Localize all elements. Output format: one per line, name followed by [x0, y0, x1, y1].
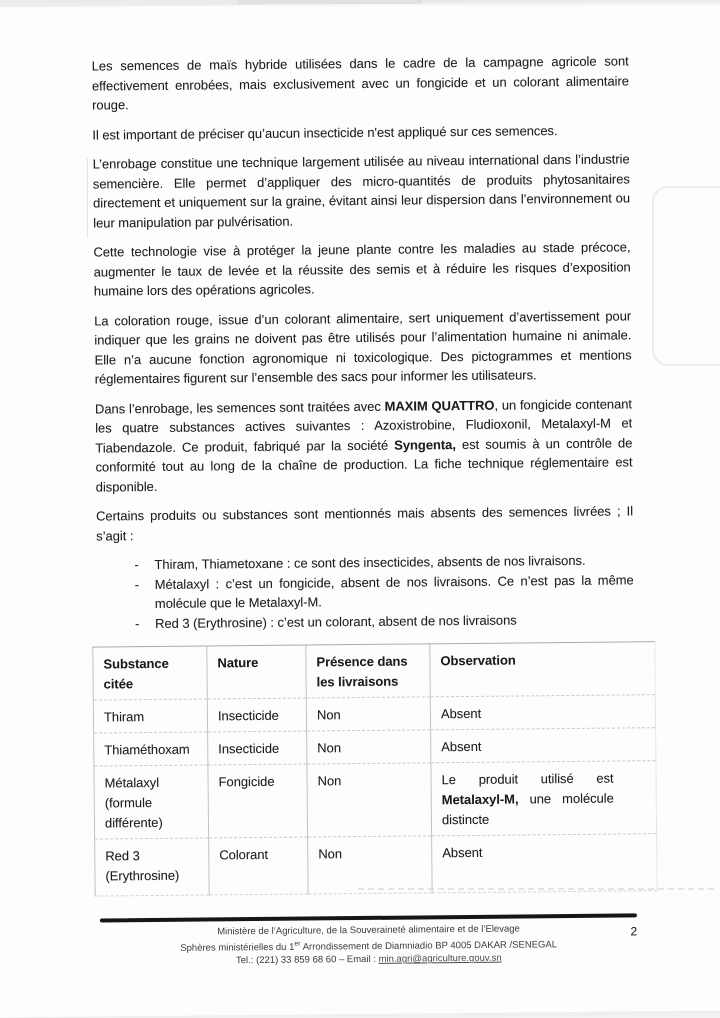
list-item-text: Thiram, Thiametoxane : ce sont des insecticides, absents de nos livraisons. — [154, 552, 586, 572]
paragraph-technology-goal: Cette technologie vise à protéger la jeune plante contre les maladies au stade précoce, augmenter le taux de levée et la réussite des semis et à réduire les risques d’exposition humaine lors des opérations agricoles. — [93, 239, 631, 299]
table-row — [94, 728, 656, 766]
observation-bold: Metalaxyl-M, — [441, 791, 519, 808]
paragraph-absent-substances: Certains produits ou substances sont mentionnés mais absents des semences livrées ; Il s’agit : — [95, 503, 634, 544]
cell-nature: Insecticide — [208, 731, 307, 765]
cell-substance: Thiaméthoxam — [94, 732, 208, 766]
cell-observation: Absent — [431, 728, 656, 763]
table-row — [93, 695, 655, 733]
footer-tel: Tel.: (221) 33 859 68 60 – Email : — [235, 954, 379, 967]
list-item-metalaxyl — [97, 570, 634, 614]
company-name-bold: Syngenta, — [394, 436, 456, 453]
cell-nature: Fongicide — [208, 764, 308, 838]
paragraph-seeds-coating: Les semences de maïs hybride utilisées dans le cadre de la campagne agricole sont effectivement enrobées, mais exclusivement avec un fongicide et un colorant alimentaire rouge. — [91, 53, 629, 113]
observation-text — [441, 769, 614, 831]
column-header-nature: Nature — [207, 645, 307, 699]
email-link[interactable]: min.agri@agriculture.gouv.sn — [378, 952, 502, 966]
document-body — [92, 51, 638, 968]
column-header-substance: Substance citée — [93, 646, 208, 700]
scan-smudge — [237, 0, 422, 4]
observation-text-2: une molécule distincte — [441, 790, 614, 828]
p6-text-2: , un fongicide contenant les quatre substances actives suivantes : Azoxistrobine, Fludioxonil, Metalaxyl-M et Tiabendazole. Ce produit, fabriqué par la société — [95, 395, 633, 456]
footer-address-2: Arrondissement de Diamniadio BP 4005 DAKAR /SENEGAL — [300, 939, 558, 953]
product-name-bold: MAXIM QUATTRO — [384, 397, 495, 414]
paragraph-maxim-quattro — [95, 394, 633, 497]
cell-observation — [431, 761, 657, 836]
cell-substance: Red 3 (Erythrosine) — [95, 838, 210, 896]
paragraph-coating-technique: L’enrobage constitue une technique largement utilisée au niveau international dans l’industrie semencière. Elle permet d’appliquer des micro-quantités de produits phytosanitaires directement et uniquement sur la graine, évitant ainsi leur dispersion dans l’environnement ou leur manipulation par pulvérisation. — [92, 151, 631, 231]
cell-nature: Colorant — [209, 837, 309, 895]
absent-substances-list — [96, 550, 634, 633]
table-header-row — [93, 642, 655, 700]
cell-nature: Insecticide — [207, 698, 306, 732]
list-item-text: Métalaxyl : c’est un fongicide, absent de nos livraisons. Ce n’est pas la même molécule que le Metalaxyl-M. — [154, 571, 634, 611]
footer-text — [100, 921, 637, 968]
list-item-red3 — [97, 609, 634, 634]
bullet-dash: - — [134, 615, 140, 631]
table-row — [95, 834, 658, 896]
table-row — [94, 761, 657, 839]
paragraph-red-coloring: La coloration rouge, issue d’un colorant alimentaire, sert uniquement d’avertissement pour indiquer que les grains ne doivent pas être utilisés pour l’alimentation humaine ni animale. Elle n’a aucune fonction agronomique ni toxicologique. Des pictogrammes et mentions réglementaires figurent sur l’ensemble des sacs pour informer les utilisateurs. — [94, 307, 632, 387]
bullet-dash: - — [134, 557, 139, 573]
cell-substance: Métalaxyl (formule différente) — [94, 765, 209, 839]
scan-noise-line — [358, 888, 714, 890]
paragraph-no-insecticide: Il est important de préciser qu’aucun insecticide n'est appliqué sur ces semences. — [92, 122, 558, 143]
footer-address-1: Sphères ministérielles du 1 — [180, 941, 295, 954]
cell-observation: Absent — [430, 695, 655, 730]
cell-substance: Thiram — [93, 699, 207, 733]
footer-address-sup: er — [294, 940, 301, 948]
cell-observation: Absent — [432, 834, 658, 893]
cell-presence: Non — [307, 763, 432, 837]
page-number: 2 — [630, 924, 638, 939]
scan-edge-mark — [87, 158, 88, 238]
page-footer — [100, 913, 637, 968]
cell-presence: Non — [307, 730, 431, 764]
cell-presence: Non — [306, 697, 430, 731]
cell-presence: Non — [308, 836, 433, 894]
p6-text-1: Dans l’enrobage, les semences sont traitées avec — [94, 398, 385, 417]
substances-table — [92, 641, 657, 896]
list-item-text: Red 3 (Erythrosine) : c’est un colorant, absent de nos livraisons — [154, 612, 517, 631]
p6-text-3: est soumis à un contrôle de conformité tout au long de la chaîne de production. La fiche technique réglementaire est disponible. — [95, 434, 633, 495]
footer-line-ministry: Ministère de l’Agriculture, de la Souveraineté alimentaire et de l’Elevage — [217, 923, 520, 938]
bullet-dash: - — [134, 576, 140, 592]
column-header-observation: Observation — [430, 642, 655, 697]
column-header-presence: Présence dans les livraisons — [306, 644, 431, 698]
observation-text-1: Le produit utilisé est — [441, 770, 614, 788]
scan-ghost-outline — [652, 186, 720, 366]
